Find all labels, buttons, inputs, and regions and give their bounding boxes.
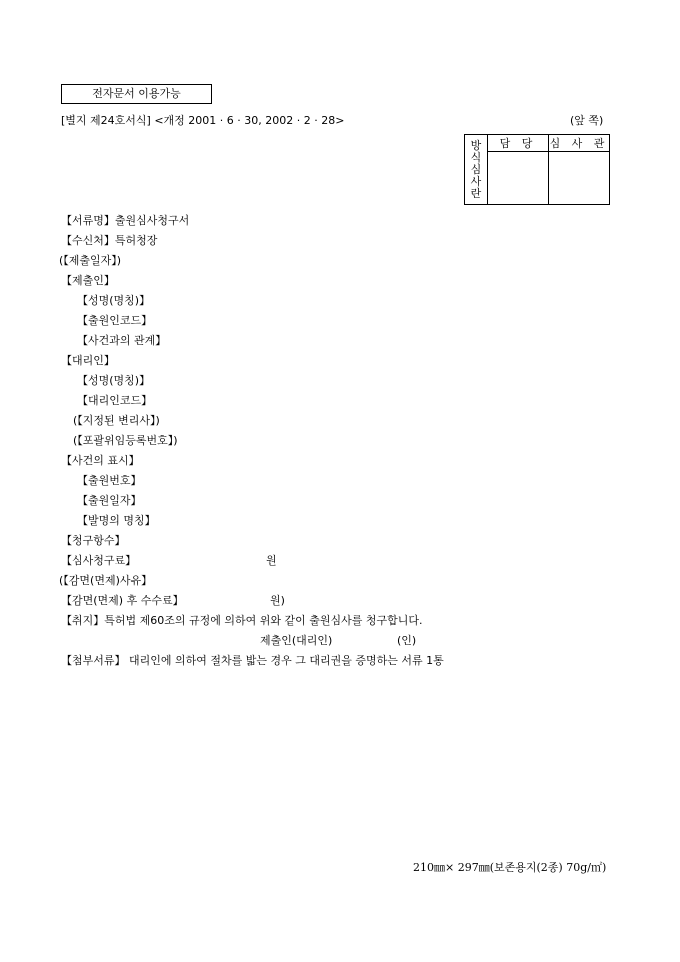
agent-code-line: 【대리인코드】	[77, 394, 153, 407]
applicant-code-line: 【출원인코드】	[77, 314, 153, 327]
designated-attorney-line: (【지정된 변리사】)	[73, 414, 160, 427]
exam-fee-unit: 원	[266, 554, 277, 567]
reduced-fee-unit: 원)	[270, 594, 285, 607]
approval-col-examiner: 심 사 관	[549, 135, 610, 152]
approval-vertical-label: 방 식 심 사 란	[465, 135, 488, 205]
purpose-line: 【취지】특허법 제60조의 규정에 의하여 위와 같이 출원심사를 청구합니다.	[61, 614, 423, 627]
recipient-line: 【수신처】특허청장	[61, 234, 158, 247]
application-number-line: 【출원번호】	[77, 474, 142, 487]
signature-label: 제출인(대리인)	[260, 634, 333, 647]
approval-table	[464, 134, 610, 205]
exam-fee-line: 【심사청구료】	[61, 554, 137, 567]
attachments-line: 【첨부서류】 대리인에 의하여 절차를 밟는 경우 그 대리권을 증명하는 서류 1통	[61, 654, 444, 667]
doc-name-line: 【서류명】출원심사청구서	[61, 214, 190, 227]
submit-date-line: (【제출일자】)	[59, 254, 122, 267]
approval-cell-manager	[488, 152, 549, 205]
submitter-name-line: 【성명(명칭)】	[77, 294, 151, 307]
invention-title-line: 【발명의 명칭】	[77, 514, 156, 527]
case-relation-line: 【사건과의 관계】	[77, 334, 167, 347]
electronic-document-box: 전자문서 이용가능	[61, 84, 212, 104]
approval-col-manager: 담 당	[488, 135, 549, 152]
agent-line: 【대리인】	[61, 354, 115, 367]
reduced-fee-line: 【감면(면제) 후 수수료】	[61, 594, 184, 607]
approval-cell-examiner	[549, 152, 610, 205]
application-date-line: 【출원일자】	[77, 494, 142, 507]
paper-spec-footer: 210㎜× 297㎜(보존용지(2종) 70g/㎡)	[413, 861, 607, 874]
submitter-line: 【제출인】	[61, 274, 115, 287]
agent-name-line: 【성명(명칭)】	[77, 374, 151, 387]
general-power-number-line: (【포괄위임등록번호】)	[73, 434, 178, 447]
form-number: [별지 제24호서식] <개정 2001 · 6 · 30, 2002 · 2 · 28>	[61, 114, 345, 127]
reduction-reason-line: (【감면(면제)사유】	[59, 574, 153, 587]
seal-mark: (인)	[397, 634, 417, 647]
case-indication-line: 【사건의 표시】	[61, 454, 140, 467]
page-side-label: (앞 쪽)	[570, 114, 604, 127]
claims-count-line: 【청구항수】	[61, 534, 126, 547]
